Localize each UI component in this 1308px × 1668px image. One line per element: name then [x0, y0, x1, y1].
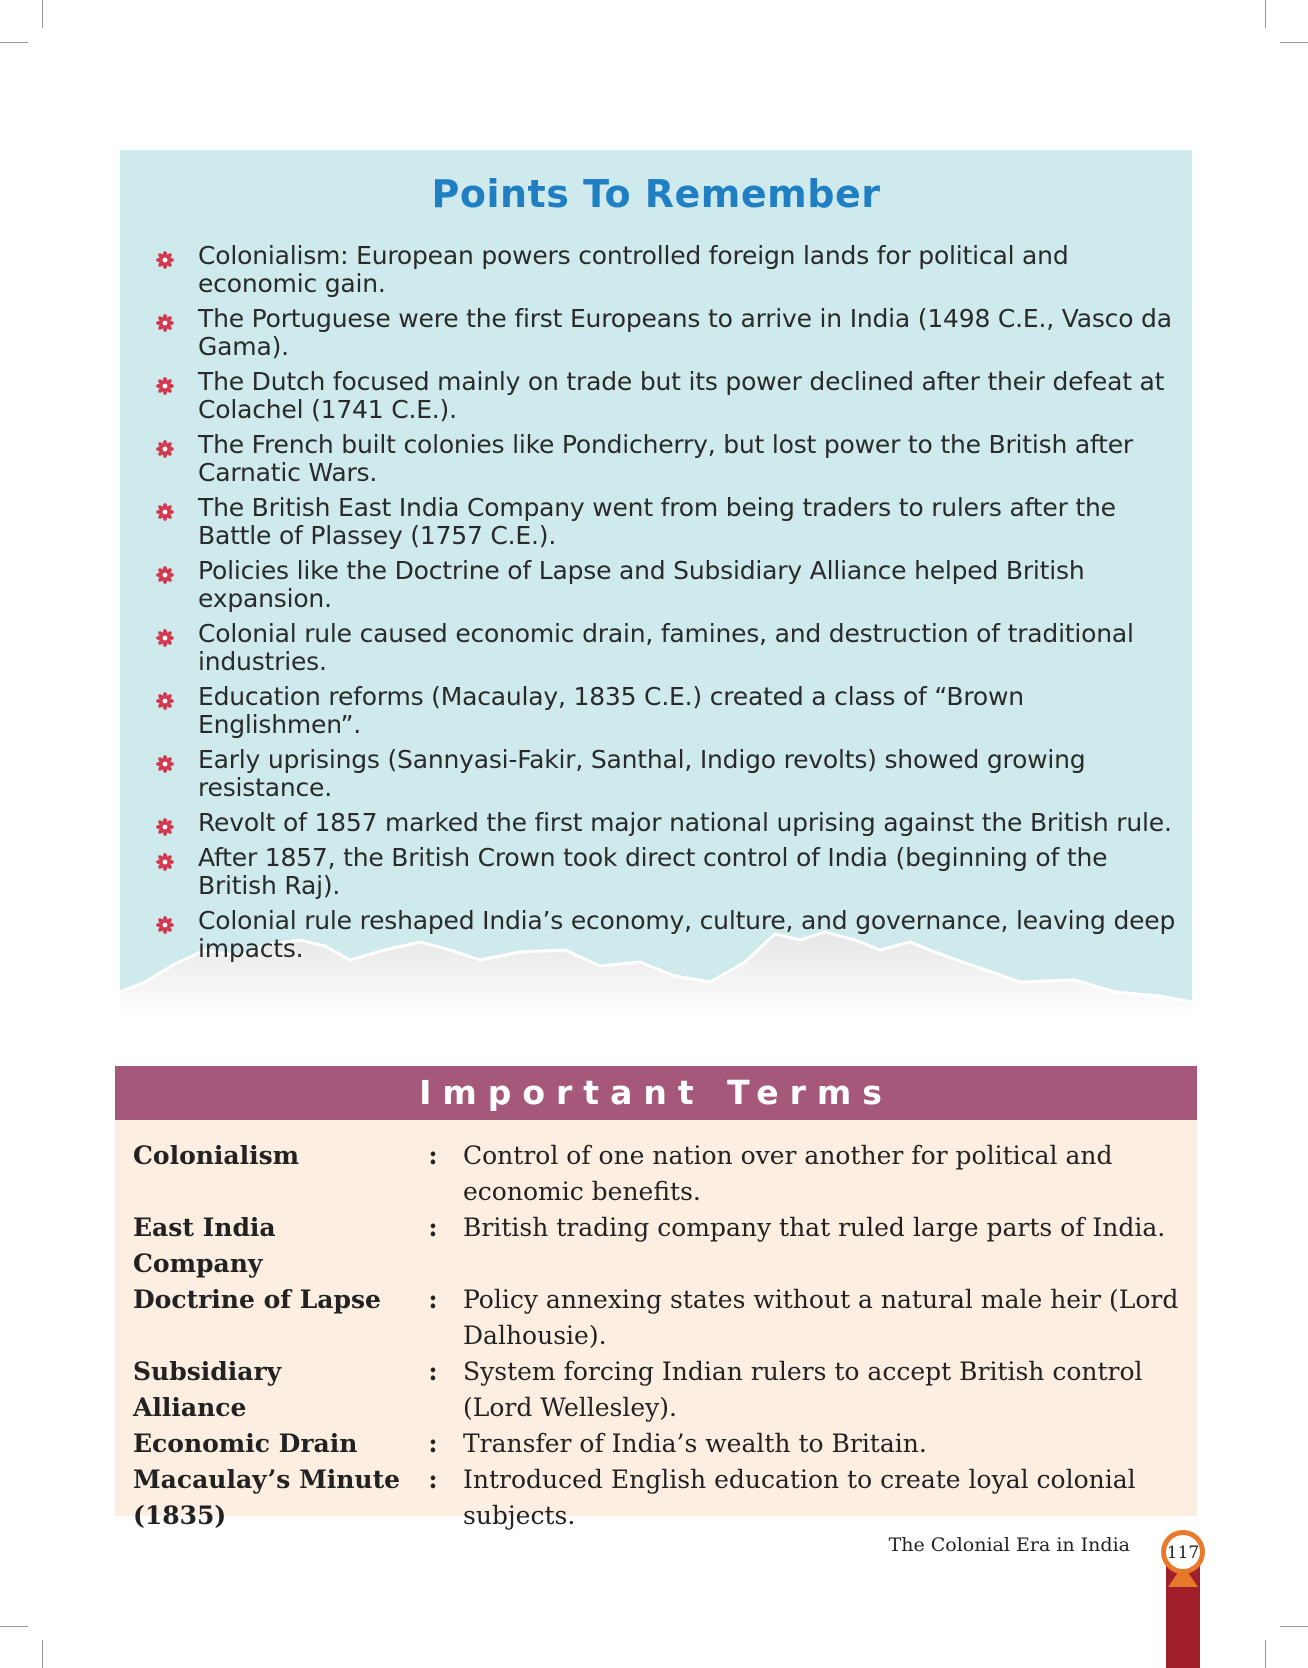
crop-mark	[1265, 0, 1266, 28]
flower-bullet-icon	[156, 625, 174, 643]
flower-bullet-icon	[156, 814, 174, 832]
list-item	[152, 683, 1182, 739]
list-item-text: After 1857, the British Crown took direct control of India (beginning of the British Raj).	[198, 843, 1108, 900]
list-item	[152, 431, 1182, 487]
table-row	[133, 1210, 1183, 1282]
page-number: 117	[1166, 1543, 1200, 1563]
list-item	[152, 368, 1182, 424]
separator: :	[428, 1141, 438, 1170]
crop-mark	[1265, 1640, 1266, 1668]
list-item-text: Policies like the Doctrine of Lapse and Subsidiary Alliance helped British expansion.	[198, 556, 1085, 613]
crop-mark	[42, 1640, 43, 1668]
definition-cell: Policy annexing states without a natural male heir (Lord Dalhousie).	[463, 1285, 1179, 1350]
list-item-text: Education reforms (Macaulay, 1835 C.E.) created a class of “Brown Englishmen”.	[198, 682, 1024, 739]
list-item	[152, 844, 1182, 900]
points-list	[152, 242, 1182, 970]
table-row	[133, 1426, 1183, 1462]
list-item	[152, 242, 1182, 298]
table-row	[133, 1354, 1183, 1426]
list-item	[152, 557, 1182, 613]
important-terms-section	[115, 1066, 1197, 1530]
flower-bullet-icon	[156, 562, 174, 580]
term-cell: Doctrine of Lapse	[133, 1285, 381, 1314]
important-terms-title: Important Terms	[115, 1066, 1197, 1120]
list-item-text: Revolt of 1857 marked the first major national uprising against the British rule.	[198, 808, 1172, 837]
crop-mark	[1280, 42, 1308, 43]
definition-cell: Control of one nation over another for political and economic benefits.	[463, 1141, 1113, 1206]
crop-mark	[0, 42, 28, 43]
table-row	[133, 1282, 1183, 1354]
term-cell: East India Company	[133, 1213, 276, 1278]
chapter-title-footer: The Colonial Era in India	[888, 1534, 1130, 1556]
list-item-text: Early uprisings (Sannyasi-Fakir, Santhal, Indigo revolts) showed growing resistance.	[198, 745, 1086, 802]
flower-bullet-icon	[156, 849, 174, 867]
crop-mark	[1280, 1626, 1308, 1627]
crop-mark	[0, 1626, 28, 1627]
flower-bullet-icon	[156, 247, 174, 265]
flower-bullet-icon	[156, 436, 174, 454]
flower-bullet-icon	[156, 373, 174, 391]
list-item-text: Colonialism: European powers controlled foreign lands for political and economic gain.	[198, 241, 1069, 298]
definition-cell: Introduced English education to create loyal colonial subjects.	[463, 1465, 1136, 1530]
list-item-text: The Portuguese were the first Europeans to arrive in India (1498 C.E., Vasco da Gama).	[198, 304, 1172, 361]
list-item	[152, 907, 1182, 963]
term-cell: Economic Drain	[133, 1429, 358, 1458]
term-cell: Colonialism	[133, 1141, 300, 1170]
list-item-text: The French built colonies like Pondicherry, but lost power to the British after Carnatic Wars.	[198, 430, 1133, 487]
list-item-text: The Dutch focused mainly on trade but its power declined after their defeat at Colachel (1741 C.E.).	[198, 367, 1165, 424]
flower-bullet-icon	[156, 912, 174, 930]
separator: :	[428, 1285, 438, 1314]
flower-bullet-icon	[156, 499, 174, 517]
points-to-remember-title: Points To Remember	[431, 172, 881, 216]
list-item-text: Colonial rule reshaped India’s economy, culture, and governance, leaving deep impacts.	[198, 906, 1176, 963]
points-to-remember-box	[120, 150, 1192, 1020]
definition-cell: Transfer of India’s wealth to Britain.	[463, 1429, 927, 1458]
definition-cell: System forcing Indian rulers to accept British control (Lord Wellesley).	[463, 1357, 1143, 1422]
term-cell: Macaulay’s Minute (1835)	[133, 1465, 401, 1530]
list-item-text: Colonial rule caused economic drain, famines, and destruction of traditional industries.	[198, 619, 1134, 676]
separator: :	[428, 1357, 438, 1386]
list-item	[152, 746, 1182, 802]
definition-cell: British trading company that ruled large parts of India.	[463, 1213, 1166, 1242]
terms-table	[133, 1138, 1183, 1534]
table-row	[133, 1138, 1183, 1210]
list-item-text: The British East India Company went from being traders to rulers after the Battle of Plassey (1757 C.E.).	[198, 493, 1116, 550]
list-item	[152, 809, 1182, 837]
flower-bullet-icon	[156, 688, 174, 706]
list-item	[152, 620, 1182, 676]
crop-mark	[42, 0, 43, 28]
list-item	[152, 494, 1182, 550]
list-item	[152, 305, 1182, 361]
separator: :	[428, 1465, 438, 1494]
flower-bullet-icon	[156, 310, 174, 328]
term-cell: Subsidiary Alliance	[133, 1357, 282, 1422]
table-row	[133, 1462, 1183, 1534]
separator: :	[428, 1213, 438, 1242]
separator: :	[428, 1429, 438, 1458]
flower-bullet-icon	[156, 751, 174, 769]
